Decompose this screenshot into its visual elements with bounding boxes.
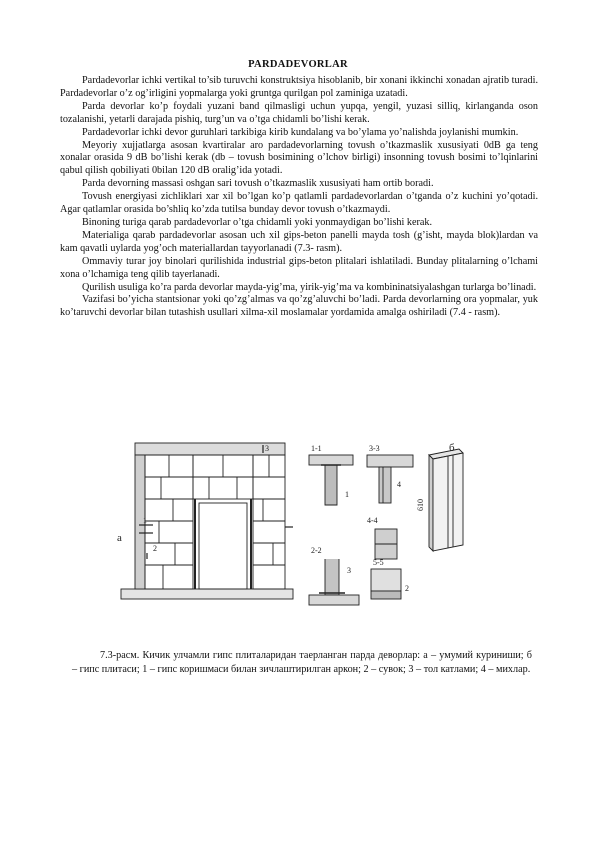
figure-label-n1b: 1 xyxy=(345,490,349,499)
figure-label-n2b: 2 xyxy=(405,584,409,593)
document-body xyxy=(60,75,538,320)
paragraph: Ommaviy turar joy binolari qurilishida industrial gips-beton plitalari ishlatiladi. Bunday plitalarning o’lchami xona o’lchamiga teng qilib tayerlanadi. xyxy=(60,255,538,280)
section-label-2-2: 2-2 xyxy=(311,546,322,555)
caption-text: . Кичик улчамли гипс плиталаридан таерланган парда деворлар: а – умумий куриниши; б – гипс плитаси; 1 – гипс коришмаси билан зичлаштирилган аркон; 2 – сувок; 3 – тол катлами; 4 – михлар. xyxy=(72,650,532,675)
caption-label: 7.3-расм xyxy=(100,650,137,661)
gypsum-slab-grid xyxy=(145,455,285,589)
paragraph: Parda devorlar ko’p foydali yuzani band qilmasligi uchun yupqa, yengil, yuzasi silliq, kirlanganda oson tozalanishi, yetarli darajada pishiq, turg’un va o’tga chidamli bo’lishi kerak. xyxy=(60,100,538,125)
figure-label-a: а xyxy=(117,532,122,544)
figure-caption xyxy=(72,649,532,677)
paragraph: Meyoriy xujjatlarga asosan kvartiralar aro pardadevorlarning tovush o’tkazmaslik xususiyati 0dB ga teng xonalar orasida 9 dB bo’lishi kerak (db – tovush bosimining o’lchov birligi) insonning tovush bosimi to’lqinlarini qabul qilish qobiliyati 0bilan 120 dB oralig’ida yotadi. xyxy=(60,139,538,177)
gypsum-slab-perspective xyxy=(429,449,463,551)
figure-label-n3: 3 xyxy=(265,444,269,453)
figure-label-n3b: 3 xyxy=(347,566,351,575)
figure-label-n1: 1 xyxy=(143,516,147,525)
section-label-4-4: 4-4 xyxy=(367,516,378,525)
figure-label-b: б xyxy=(449,442,455,454)
document-title: PARDADEVORLAR xyxy=(248,59,348,70)
section-label-1-1: 1-1 xyxy=(311,444,322,453)
figure-label-n4: 4 xyxy=(397,480,401,489)
paragraph: Materialiga qarab pardadevorlar asosan uch xil gips-beton panelli mayda tosh (g’isht, mayda blok)lardan va kam qavatli uylarda yog’och materiallardan tayyorlanadi (7.3- rasm). xyxy=(60,229,538,254)
paragraph: Qurilish usuliga ko’ra parda devorlar mayda-yig’ma, yirik-yig’ma va kombininatsiyalashgan turlarga bo’linadi. xyxy=(82,281,537,293)
figure-label-n2: 2 xyxy=(153,544,157,553)
paragraph: Parda devorning massasi oshgan sari tovush o’tkazmaslik xususiyati ham ortib boradi. xyxy=(82,178,434,190)
section-label-3-3: 3-3 xyxy=(369,444,380,453)
caption-paragraph xyxy=(72,649,532,677)
paragraph: Pardadevorlar ichki vertikal to’sib turuvchi konstruktsiya hisoblanib, bir xonani ikkinchi xonadan ajratib turadi. Pardadevorlar o’z og’irligini yopmalarga yoki gruntga qurilgan pol zaminiga uzatadi. xyxy=(60,75,538,99)
section-label-5-5: 5-5 xyxy=(373,558,384,567)
dimension-label: 610 xyxy=(416,499,425,511)
paragraph: Vazifasi bo’yicha stantsionar yoki qo’zg’almas va qo’zg’aluvchi bo’ladi. Parda devorlarning ora yopmalar, yuk ko’taruvchi devorlar bilan tutashish usullari xilma-xil moslamalar yordamida amalga oshiriladi (7.4 - rasm). xyxy=(60,294,538,319)
partition-wall-figure xyxy=(113,441,473,621)
paragraph: Binoning turiga qarab pardadevorlar o’tga chidamli yoki yonmaydigan bo’lishi kerak. xyxy=(82,216,433,228)
paragraph: Pardadevorlar ichki devor guruhlari tarkibiga kirib kundalang va bo’ylama yo’nalishda joylanishi mumkin. xyxy=(82,126,519,138)
paragraph: Tovush energiyasi zichliklari xar xil bo’lgan ko’p qatlamli pardadevorlardan o’tganda o’z kuchini yo’qotadi. Agar qatlamlar orasida bo’shliq ko’zda tutilsa bunday devor tovush o’tkazmaydi. xyxy=(60,191,538,216)
door-opening xyxy=(199,503,247,589)
